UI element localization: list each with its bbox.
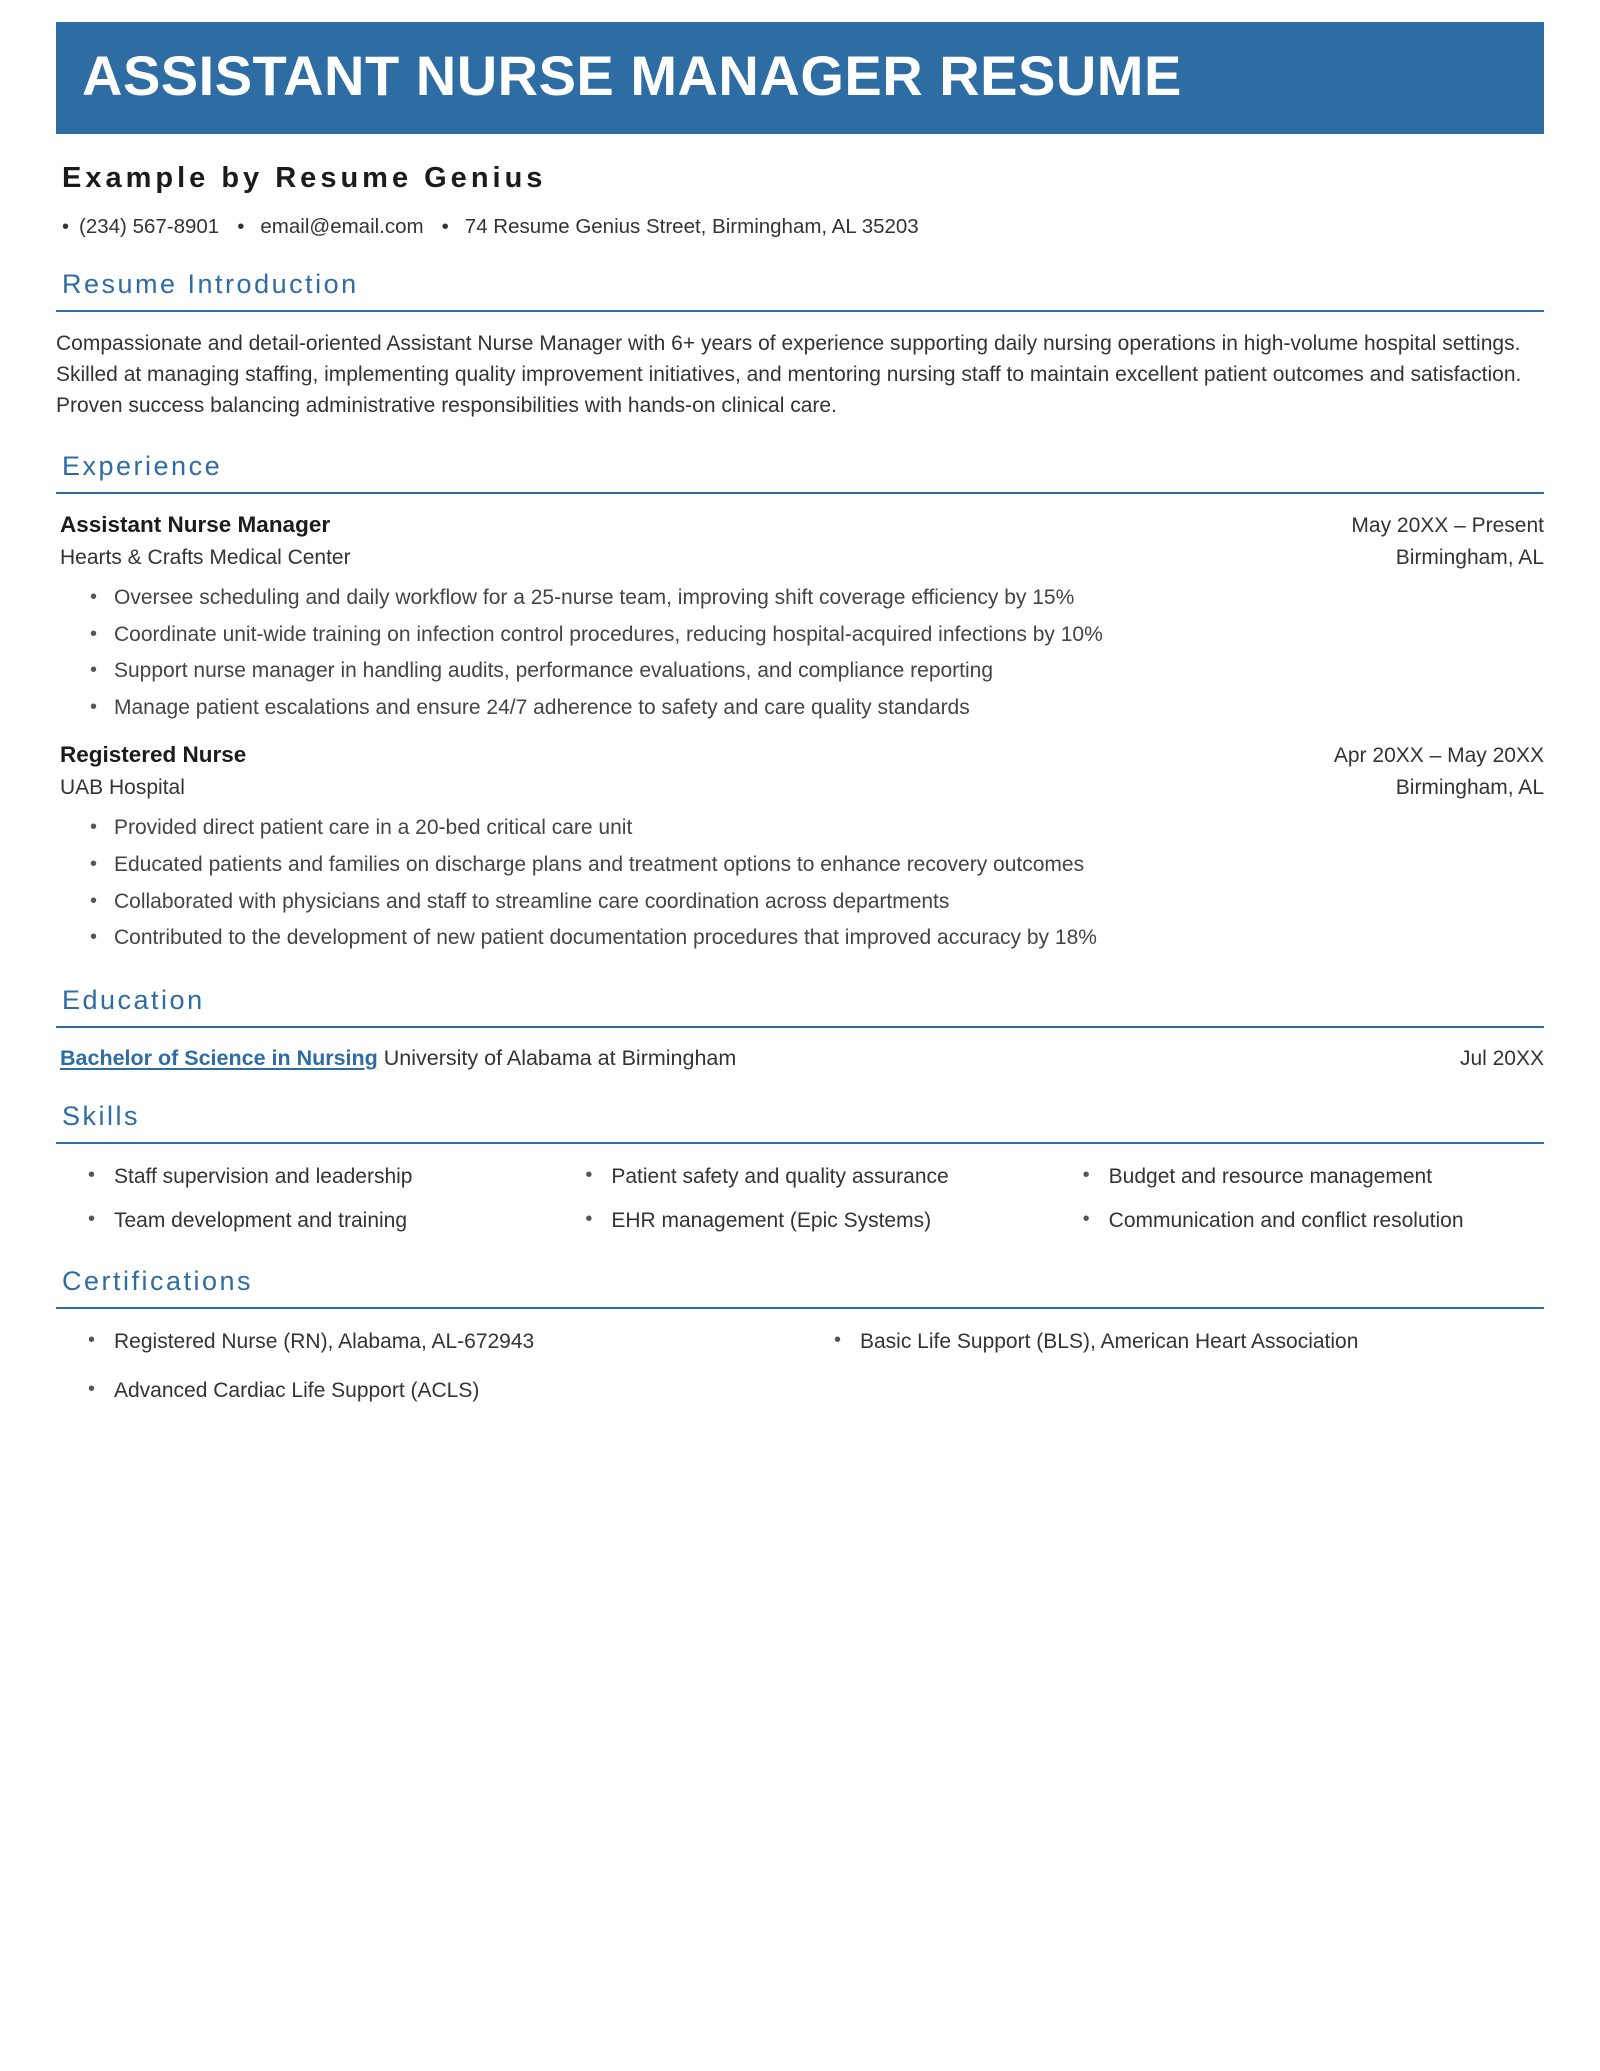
education-degree: Bachelor of Science in Nursing	[60, 1045, 378, 1070]
section-title-experience: Experience	[62, 451, 223, 482]
job-bullet: • Provided direct patient care in a 20-bed critical care unit	[114, 812, 1544, 845]
experience-entry	[56, 512, 1544, 724]
section-divider	[56, 1142, 1544, 1144]
job-bullet: • Coordinate unit-wide training on infection control procedures, reducing hospital-acquired infections by 10%	[114, 619, 1544, 652]
skill-item: • Budget and resource management	[1077, 1162, 1544, 1192]
job-title: Registered Nurse	[60, 742, 247, 768]
contact-address: 74 Resume Genius Street, Birmingham, AL 35203	[464, 215, 919, 238]
job-dates: Apr 20XX – May 20XX	[1333, 744, 1544, 768]
education-text	[60, 1046, 736, 1071]
section-education	[56, 985, 1544, 1071]
skills-grid	[56, 1162, 1544, 1237]
job-bullet: • Collaborated with physicians and staff to streamline care coordination across departments	[114, 886, 1544, 919]
job-bullet-list	[56, 582, 1544, 724]
job-title: Assistant Nurse Manager	[60, 512, 331, 538]
job-bullet: • Support nurse manager in handling audits, performance evaluations, and compliance reporting	[114, 655, 1544, 688]
section-experience	[56, 451, 1544, 954]
skill-item: • EHR management (Epic Systems)	[579, 1206, 1046, 1236]
section-divider	[56, 1307, 1544, 1309]
education-date: Jul 20XX	[1459, 1046, 1544, 1070]
experience-header-row	[56, 742, 1544, 768]
bullet-icon: •	[62, 216, 70, 238]
job-bullet: • Contributed to the development of new patient documentation procedures that improved accuracy by 18%	[114, 922, 1544, 955]
job-bullet: • Manage patient escalations and ensure 24/7 adherence to safety and care quality standards	[114, 692, 1544, 725]
job-company: UAB Hospital	[60, 776, 185, 800]
contact-info	[62, 215, 1544, 239]
certification-item: • Advanced Cardiac Life Support (ACLS)	[82, 1376, 798, 1406]
job-location: Birmingham, AL	[1395, 546, 1544, 570]
contact-email[interactable]: email@email.com	[260, 215, 424, 238]
skill-item: • Patient safety and quality assurance	[579, 1162, 1046, 1192]
certifications-grid	[56, 1327, 1544, 1406]
job-dates: May 20XX – Present	[1351, 514, 1544, 538]
page-title: ASSISTANT NURSE MANAGER RESUME	[82, 44, 1182, 107]
certification-item: • Basic Life Support (BLS), American Heart Association	[828, 1327, 1544, 1357]
section-skills	[56, 1101, 1544, 1237]
job-bullet: • Educated patients and families on discharge plans and treatment options to enhance recovery outcomes	[114, 849, 1544, 882]
section-title-certifications: Certifications	[62, 1266, 254, 1297]
section-certifications	[56, 1266, 1544, 1406]
section-title-introduction: Resume Introduction	[62, 269, 359, 299]
skill-item: • Team development and training	[82, 1206, 549, 1236]
experience-subheader-row	[56, 776, 1544, 800]
resume-subtitle: Example by Resume Genius	[62, 162, 547, 194]
section-divider	[56, 310, 1544, 312]
section-title-skills: Skills	[62, 1100, 141, 1131]
education-school: University of Alabama at Birmingham	[383, 1045, 737, 1070]
bullet-icon: •	[441, 215, 449, 238]
job-location: Birmingham, AL	[1395, 776, 1544, 800]
skill-item: • Staff supervision and leadership	[82, 1162, 549, 1192]
certification-item: • Registered Nurse (RN), Alabama, AL-672943	[82, 1327, 798, 1357]
experience-subheader-row	[56, 546, 1544, 570]
education-entry	[56, 1046, 1544, 1071]
section-divider	[56, 492, 1544, 494]
section-title-education: Education	[62, 984, 205, 1015]
introduction-body: Compassionate and detail-oriented Assistant Nurse Manager with 6+ years of experience supporting daily nursing operations in high-volume hospital settings. Skilled at managing staffing, implementing quality improvement initiatives, and mentoring nursing staff to maintain excellent patient outcomes and satisfaction. Proven success balancing administrative responsibilities with hands-on clinical care.	[56, 332, 1522, 418]
header-banner	[56, 22, 1544, 134]
section-introduction	[56, 269, 1544, 421]
section-divider	[56, 1026, 1544, 1028]
job-company: Hearts & Crafts Medical Center	[60, 546, 351, 570]
skill-item: • Communication and conflict resolution	[1077, 1206, 1544, 1236]
bullet-icon: •	[237, 215, 245, 238]
job-bullet: • Oversee scheduling and daily workflow for a 25-nurse team, improving shift coverage efficiency by 15%	[114, 582, 1544, 615]
experience-entry	[56, 742, 1544, 954]
contact-phone: (234) 567-8901	[79, 215, 220, 238]
experience-header-row	[56, 512, 1544, 538]
job-bullet-list	[56, 812, 1544, 954]
